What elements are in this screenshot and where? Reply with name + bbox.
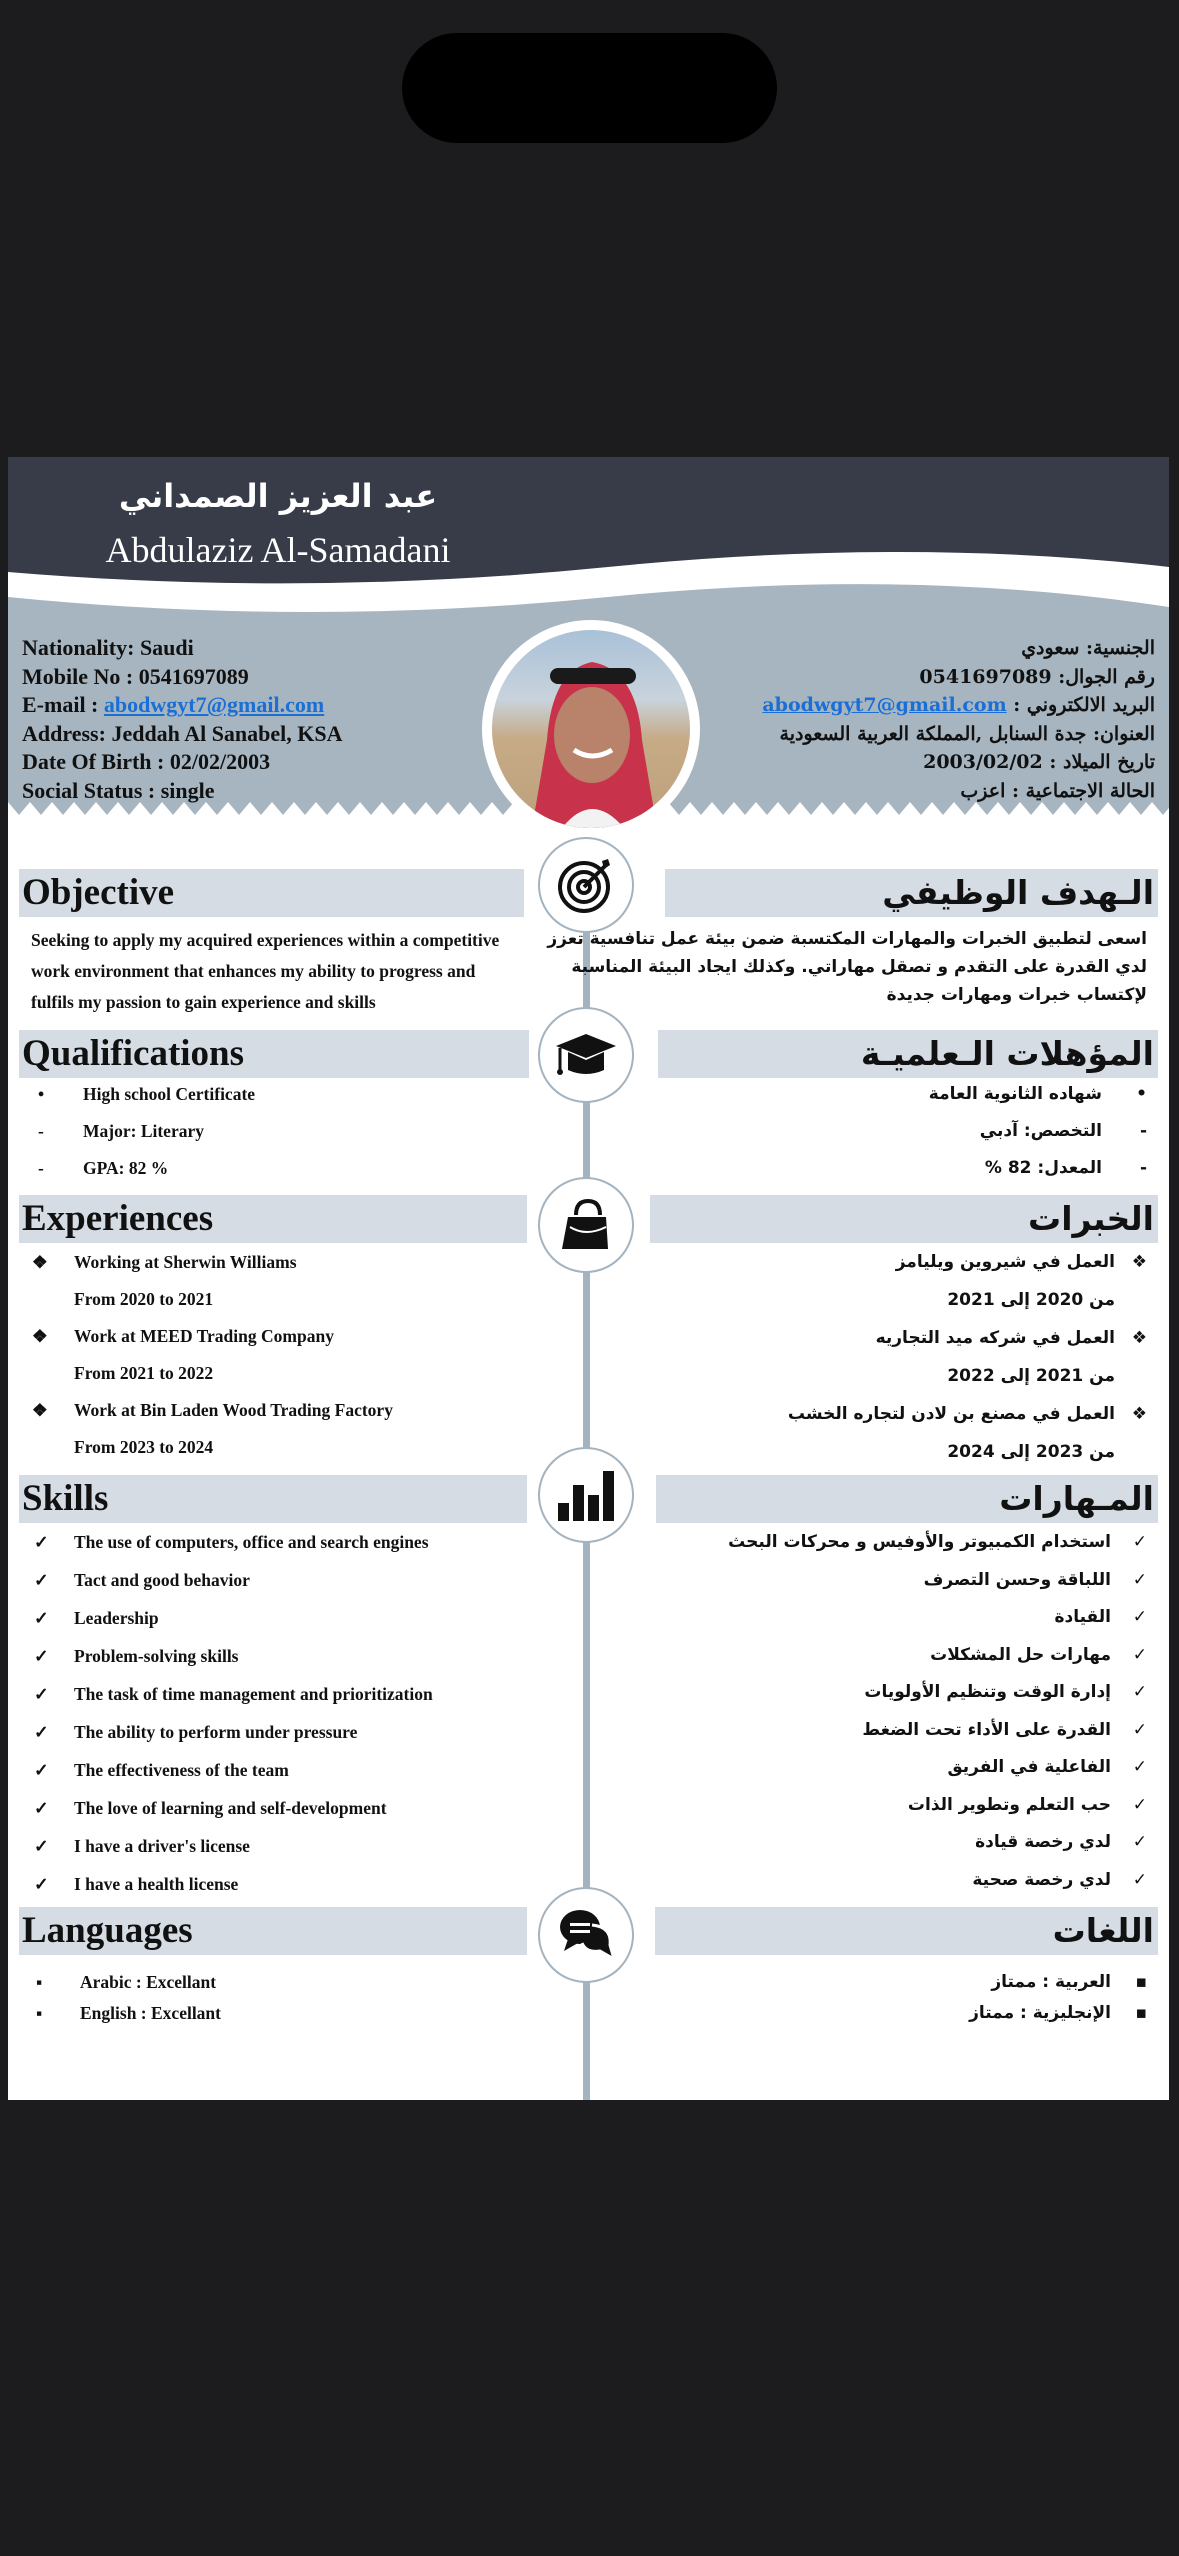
chat-bubbles-icon [556,1905,616,1965]
personal-info-arabic [762,634,1155,805]
language-item-bullet: ▪ [36,2003,43,2023]
section-experiences [19,1195,527,1243]
qualification-item-ar-text: المعدل: 82 % [984,1158,1102,1178]
qualification-item-ar [929,1084,1147,1104]
skill-item-ar [728,1532,1147,1552]
qualification-item-ar [985,1158,1147,1178]
objective-title-ar: الـهدف الوظيفي [882,873,1154,912]
bar-chart-icon [556,1465,616,1525]
diamond-bullet-icon: ❖ [1131,1404,1147,1424]
experience-job-ar: العمل في شيروين ويليامز [895,1252,1115,1272]
qualification-item-bullet: - [38,1158,44,1178]
diamond-bullet-icon: ❖ [1131,1252,1147,1272]
date-of-birth-ar: تاريخ الميلاد : 2003/02/02 [923,751,1155,773]
experience-item-ar [876,1328,1147,1348]
skill-item-ar-text: القيادة [1054,1607,1111,1627]
email-row [22,691,343,720]
address: Address: Jeddah Al Sanabel, KSA [22,720,343,746]
qualification-item-ar-bullet: - [1139,1121,1147,1141]
objective-text-ar [547,925,1147,1009]
section-languages-ar [655,1907,1158,1955]
skill-item-text: The love of learning and self-development [74,1798,387,1818]
skill-item-ar-text: القدرة على الأداء تحت الضغط [862,1719,1111,1740]
skills-title: Skills [22,1478,109,1519]
skill-item-bullet: ✓ [34,1874,49,1894]
diamond-bullet-icon: ❖ [32,1326,48,1346]
experience-period-ar: من 2023 إلى 2024 [947,1442,1115,1462]
skill-item-ar-text: الفاعلية في الفريق [947,1757,1111,1777]
briefcase-icon [560,1197,612,1253]
section-skills-ar [656,1475,1158,1523]
experience-period-ar: من 2020 إلى 2021 [947,1290,1115,1310]
qualification-item-ar [980,1121,1147,1141]
phone-notch [402,33,777,143]
experience-item-ar [896,1252,1147,1272]
skill-item-bullet: ✓ [34,1722,49,1742]
experiences-title: Experiences [22,1198,214,1239]
language-item-text: Arabic : Excellant [80,1972,217,1992]
objective-line-ar: اسعى لتطبيق الخبرات والمهارات المكتسبة ضمن بيئة عمل تنافسية تعزز [547,929,1147,949]
social-status: Social Status : single [22,777,215,803]
mobile: Mobile No : 0541697089 [22,663,249,689]
skill-item [34,1798,387,1819]
email-link[interactable]: abodwgyt7@gmail.com [103,692,325,717]
language-item-ar [969,2003,1147,2023]
email-link-ar[interactable]: abodwgyt7@gmail.com [762,694,1007,716]
skill-item-text: I have a health license [74,1874,239,1894]
skill-item-ar [972,1870,1147,1890]
languages-title: Languages [22,1910,193,1951]
qualification-item [38,1084,255,1105]
skills-icon-circle [538,1447,634,1543]
experience-period: From 2021 to 2022 [74,1363,214,1383]
section-qualifications-ar [658,1030,1158,1078]
skill-item [34,1532,429,1553]
skill-item-ar [908,1795,1147,1815]
skill-item-text: Problem-solving skills [74,1646,239,1666]
skill-item [34,1760,289,1781]
mobile-ar: رقم الجوال: 0541697089 [919,665,1155,688]
skill-item-text: I have a driver's license [74,1836,250,1856]
nationality-ar: الجنسية: سعودي [1021,637,1155,659]
profile-photo [482,620,700,838]
skill-item [34,1836,250,1857]
social-status-ar: الحالة الاجتماعية : اعزب [960,779,1155,802]
diamond-bullet-icon: ❖ [1131,1328,1147,1348]
experiences-title-ar: الخبرات [1028,1199,1154,1238]
skill-item-text: Tact and good behavior [74,1570,250,1590]
email-row-ar [762,691,1155,720]
skill-item-ar-bullet: ✓ [1132,1794,1147,1815]
qualification-item-text: Major: Literary [83,1121,204,1141]
skill-item-text: The ability to perform under pressure [74,1722,358,1742]
qualification-item-ar-bullet: • [1136,1084,1147,1104]
objective-line-ar: لإكتساب خبرات ومهارات جديدة [886,985,1147,1005]
qualifications-icon-circle [538,1007,634,1103]
skill-item-ar [864,1682,1147,1702]
language-item-ar-text: الإنجليزية : ممتاز [969,2003,1111,2023]
skill-item-text: The task of time management and prioritization [74,1684,433,1704]
qualifications-title-ar: المؤهلات الـعلميـة [860,1034,1154,1073]
date-of-birth: Date Of Birth : 02/02/2003 [22,749,271,774]
avatar [492,630,690,828]
skill-item-bullet: ✓ [34,1798,49,1818]
objective-text [31,925,499,1018]
skill-item-bullet: ✓ [34,1836,49,1856]
experience-item-ar [788,1404,1147,1424]
experience-item [32,1400,393,1421]
qualifications-title: Qualifications [22,1033,245,1074]
skill-item-ar [930,1645,1147,1665]
experience-period-ar: من 2021 إلى 2022 [947,1366,1115,1386]
section-skills [19,1475,527,1523]
skill-item [34,1608,159,1629]
objective-line: fulfils my passion to gain experience and skills [31,992,376,1012]
language-item-ar-bullet: ▪ [1135,1972,1147,1992]
skill-item-ar-bullet: ✓ [1132,1644,1147,1665]
skill-item-ar-text: لدي رخصة صحية [972,1869,1111,1890]
skill-item-ar-text: مهارات حل المشكلات [930,1644,1111,1665]
language-item-ar-bullet: ▪ [1135,2003,1147,2023]
objective-title: Objective [22,872,175,913]
skill-item-ar [947,1757,1147,1777]
experience-job: Working at Sherwin Williams [74,1252,297,1272]
section-qualifications [19,1030,529,1078]
experience-item [32,1326,334,1347]
experience-job: Work at MEED Trading Company [74,1326,334,1346]
skill-item-text: The effectiveness of the team [74,1760,289,1780]
skill-item-ar-text: حب التعلم وتطوير الذات [907,1794,1111,1815]
skill-item-ar-bullet: ✓ [1132,1719,1147,1740]
qualification-item-bullet: - [38,1121,44,1141]
language-item-text: English : Excellant [80,2003,221,2023]
resume-document [8,457,1169,2100]
languages-title-ar: اللغات [1052,1911,1154,1950]
qualification-item-ar-text: شهاده الثانوية العامة [928,1084,1102,1104]
skills-title-ar: المـهارات [999,1479,1154,1518]
experience-job: Work at Bin Laden Wood Trading Factory [74,1400,393,1420]
skill-item-ar-bullet: ✓ [1132,1832,1147,1852]
skill-item [34,1570,250,1591]
experience-period: From 2020 to 2021 [74,1289,214,1309]
email-label: E-mail : [22,692,104,717]
skill-item-ar-bullet: ✓ [1132,1682,1147,1702]
qualification-item-bullet: • [38,1084,45,1104]
skill-item-ar-bullet: ✓ [1132,1569,1147,1590]
skill-item-ar-bullet: ✓ [1132,1607,1147,1627]
qualification-item-ar-bullet: - [1139,1158,1147,1178]
skill-item-ar-bullet: ✓ [1132,1757,1147,1777]
name-english: Abdulaziz Al-Samadani [105,530,451,570]
skill-item-ar-bullet: ✓ [1132,1532,1147,1552]
skill-item-ar [975,1832,1147,1852]
qualification-item-text: GPA: 82 % [83,1158,169,1178]
target-icon [556,855,616,915]
language-item-ar [991,1972,1147,1992]
skill-item-ar [924,1570,1147,1590]
skill-item-bullet: ✓ [34,1760,49,1780]
experience-item [32,1252,297,1273]
skill-item-ar-text: استخدام الكمبيوتر والأوفيس و محركات البحث [728,1532,1111,1552]
language-item [36,2003,221,2024]
skill-item-ar-text: اللباقة وحسن التصرف [923,1569,1111,1590]
email-label-ar: البريد الالكتروني : [1006,694,1155,716]
objective-line: work environment that enhances my ability to progress and [31,961,476,981]
skill-item-ar [862,1720,1147,1740]
skill-item-bullet: ✓ [34,1570,49,1590]
address-ar: العنوان: جدة السنابل ,المملكة العربية السعودية [779,722,1155,745]
skill-item [34,1722,357,1743]
qualification-item [38,1121,204,1142]
qualification-item [38,1158,168,1179]
language-item-ar-text: العربية : ممتاز [991,1972,1111,1992]
diamond-bullet-icon: ❖ [32,1252,48,1272]
section-objective [19,869,524,917]
skill-item-text: The use of computers, office and search engines [74,1532,429,1552]
languages-icon-circle [538,1887,634,1983]
skill-item-ar-bullet: ✓ [1132,1869,1147,1890]
qualification-item-ar-text: التخصص: آدبي [979,1121,1102,1141]
experience-period: From 2023 to 2024 [74,1437,214,1457]
skill-item-bullet: ✓ [34,1532,49,1552]
language-item-bullet: ▪ [36,1972,43,1992]
name-arabic: عبد العزيز الصمداني [118,477,438,515]
skill-item-text: Leadership [74,1608,159,1628]
section-experiences-ar [650,1195,1158,1243]
skill-item [34,1684,433,1705]
diamond-bullet-icon: ❖ [32,1400,48,1420]
section-languages [19,1907,527,1955]
skill-item-ar [1054,1607,1147,1627]
experience-job-ar: العمل في مصنع بن لادن لتجاره الخشب [787,1404,1115,1424]
skill-item-ar-text: إدارة الوقت وتنظيم الأولويات [864,1682,1111,1702]
section-objective-ar [665,869,1158,917]
objective-line-ar: لدي القدرة على التقدم و تصقل مهاراتي. وكذلك ايجاد البيئة المناسبة [571,957,1147,977]
objective-icon-circle [538,837,634,933]
nationality: Nationality: Saudi [22,635,194,660]
language-item [36,1972,216,1993]
skill-item-ar-text: لدي رخصة قيادة [975,1832,1111,1852]
skill-item [34,1874,238,1895]
experiences-icon-circle [538,1177,634,1273]
qualification-item-text: High school Certificate [83,1084,256,1104]
skill-item-bullet: ✓ [34,1646,49,1666]
skill-item-bullet: ✓ [34,1608,49,1628]
experience-job-ar: العمل في شركه ميد التجاريه [875,1328,1115,1348]
objective-line: Seeking to apply my acquired experiences within a competitive [31,930,500,950]
skill-item [34,1646,239,1667]
graduation-cap-icon [554,1030,618,1080]
skill-item-bullet: ✓ [34,1684,49,1704]
personal-info-english [22,634,343,805]
